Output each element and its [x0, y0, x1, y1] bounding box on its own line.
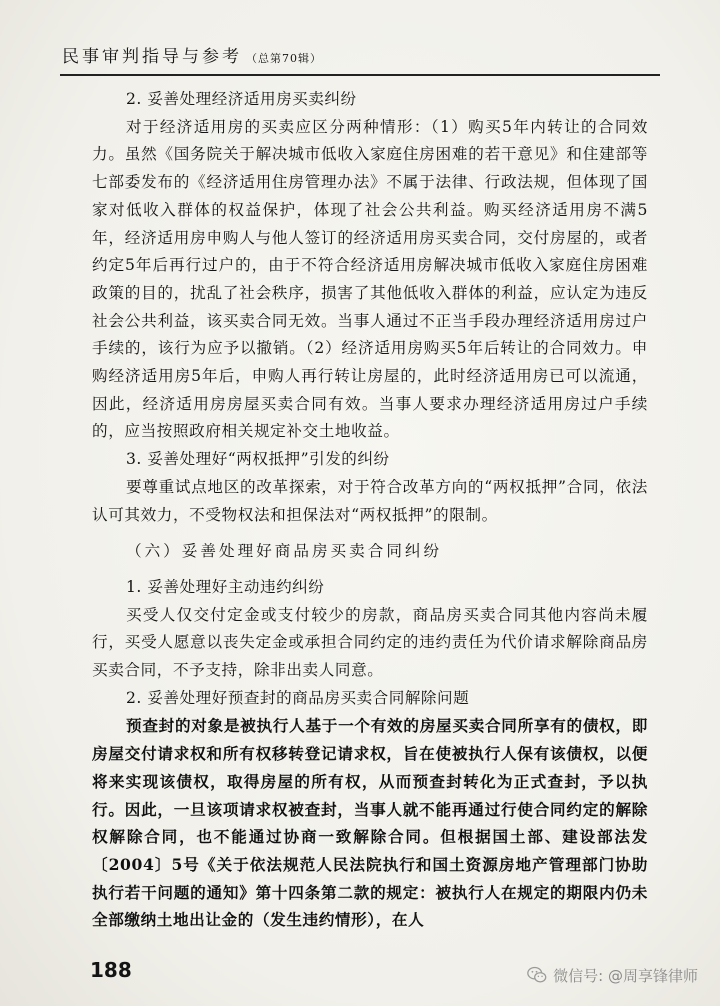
- main-text: [92, 86, 648, 934]
- running-header: [60, 44, 660, 76]
- paragraph-economic-housing: 对于经济适用房的买卖应区分两种情形：（1）购买5年内转让的合同效力。虽然《国务院关于解决城市低收入家庭住房困难的若干意见》和住建部等七部委发布的《经济适用住房管理办法》不属于法律、行政法规，但体现了国家对低收入群体的权益保护，体现了社会公共利益。购买经济适用房不满5年，经济适用房申购人与他人签订的经济适用房买卖合同，交付房屋的，或者约定5年后再行过户的，由于不符合经济适用房解决城市低收入家庭住房困难政策的目的，扰乱了社会秩序，损害了其他低收入群体的利益，应认定为违反社会公共利益，该买卖合同无效。当事人通过不正当手段办理经济适用房过户手续的，该行为应予以撤销。（2）经济适用房购买5年后转让的合同效力。申购经济适用房5年后，申购人再行转让房屋的，此时经济适用房已可以流通，因此，经济适用房房屋买卖合同有效。当事人要求办理经济适用房过户手续的，应当按照政府相关规定补交土地收益。: [92, 117, 648, 441]
- watermark-text: 微信号: @周享锋律师: [553, 966, 698, 985]
- wechat-watermark: [526, 964, 698, 986]
- page-number: 188: [90, 958, 132, 982]
- book-title: 民事审判指导与参考: [62, 47, 242, 67]
- subheading-economic-housing: 2. 妥善处理经济适用房买卖纠纷: [126, 90, 357, 108]
- subheading-active-breach: 1. 妥善处理好主动违约纠纷: [126, 577, 325, 596]
- issue-number: （总第70辑）: [246, 52, 322, 65]
- paragraph-active-breach: 买受人仅交付定金或支付较少的房款，商品房买卖合同其他内容尚未履行，买受人愿意以丧失定金或承担合同约定的违约责任为代价请求解除商品房买卖合同，不予支持，除非出卖人同意。: [92, 605, 648, 680]
- wechat-icon: [526, 964, 548, 986]
- section-heading-commercial-housing: （六）妥善处理好商品房买卖合同纠纷: [126, 542, 443, 561]
- subheading-two-rights-mortgage: 3. 妥善处理好“两权抵押”引发的纠纷: [126, 450, 390, 469]
- header-title-line: [62, 44, 322, 72]
- paragraph-two-rights-mortgage: 要尊重试点地区的改革探索，对于符合改革方向的“两权抵押”合同，依法认可其效力，不受物权法和担保法对“两权抵押”的限制。: [92, 477, 648, 524]
- paragraph-pre-seizure: 预查封的对象是被执行人基于一个有效的房屋买卖合同所享有的债权，即房屋交付请求权和所有权移转登记请求权，旨在使被执行人保有该债权，以便将来实现该债权，取得房屋的所有权，从而预查封转化为正式查封，予以执行。因此，一旦该项请求权被查封，当事人就不能再通过行使合同约定的解除权解除合同，也不能通过协商一致解除合同。但根据国土部、建设部法发〔2004〕5号《关于依法规范人民法院执行和国土资源房地产管理部门协助执行若干问题的通知》第十四条第二款的规定：被执行人在规定的期限内仍未全部缴纳土地出让金的（发生违约情形），在人: [92, 716, 648, 930]
- subheading-pre-seizure: 2. 妥善处理好预查封的商品房买卖合同解除问题: [126, 688, 470, 707]
